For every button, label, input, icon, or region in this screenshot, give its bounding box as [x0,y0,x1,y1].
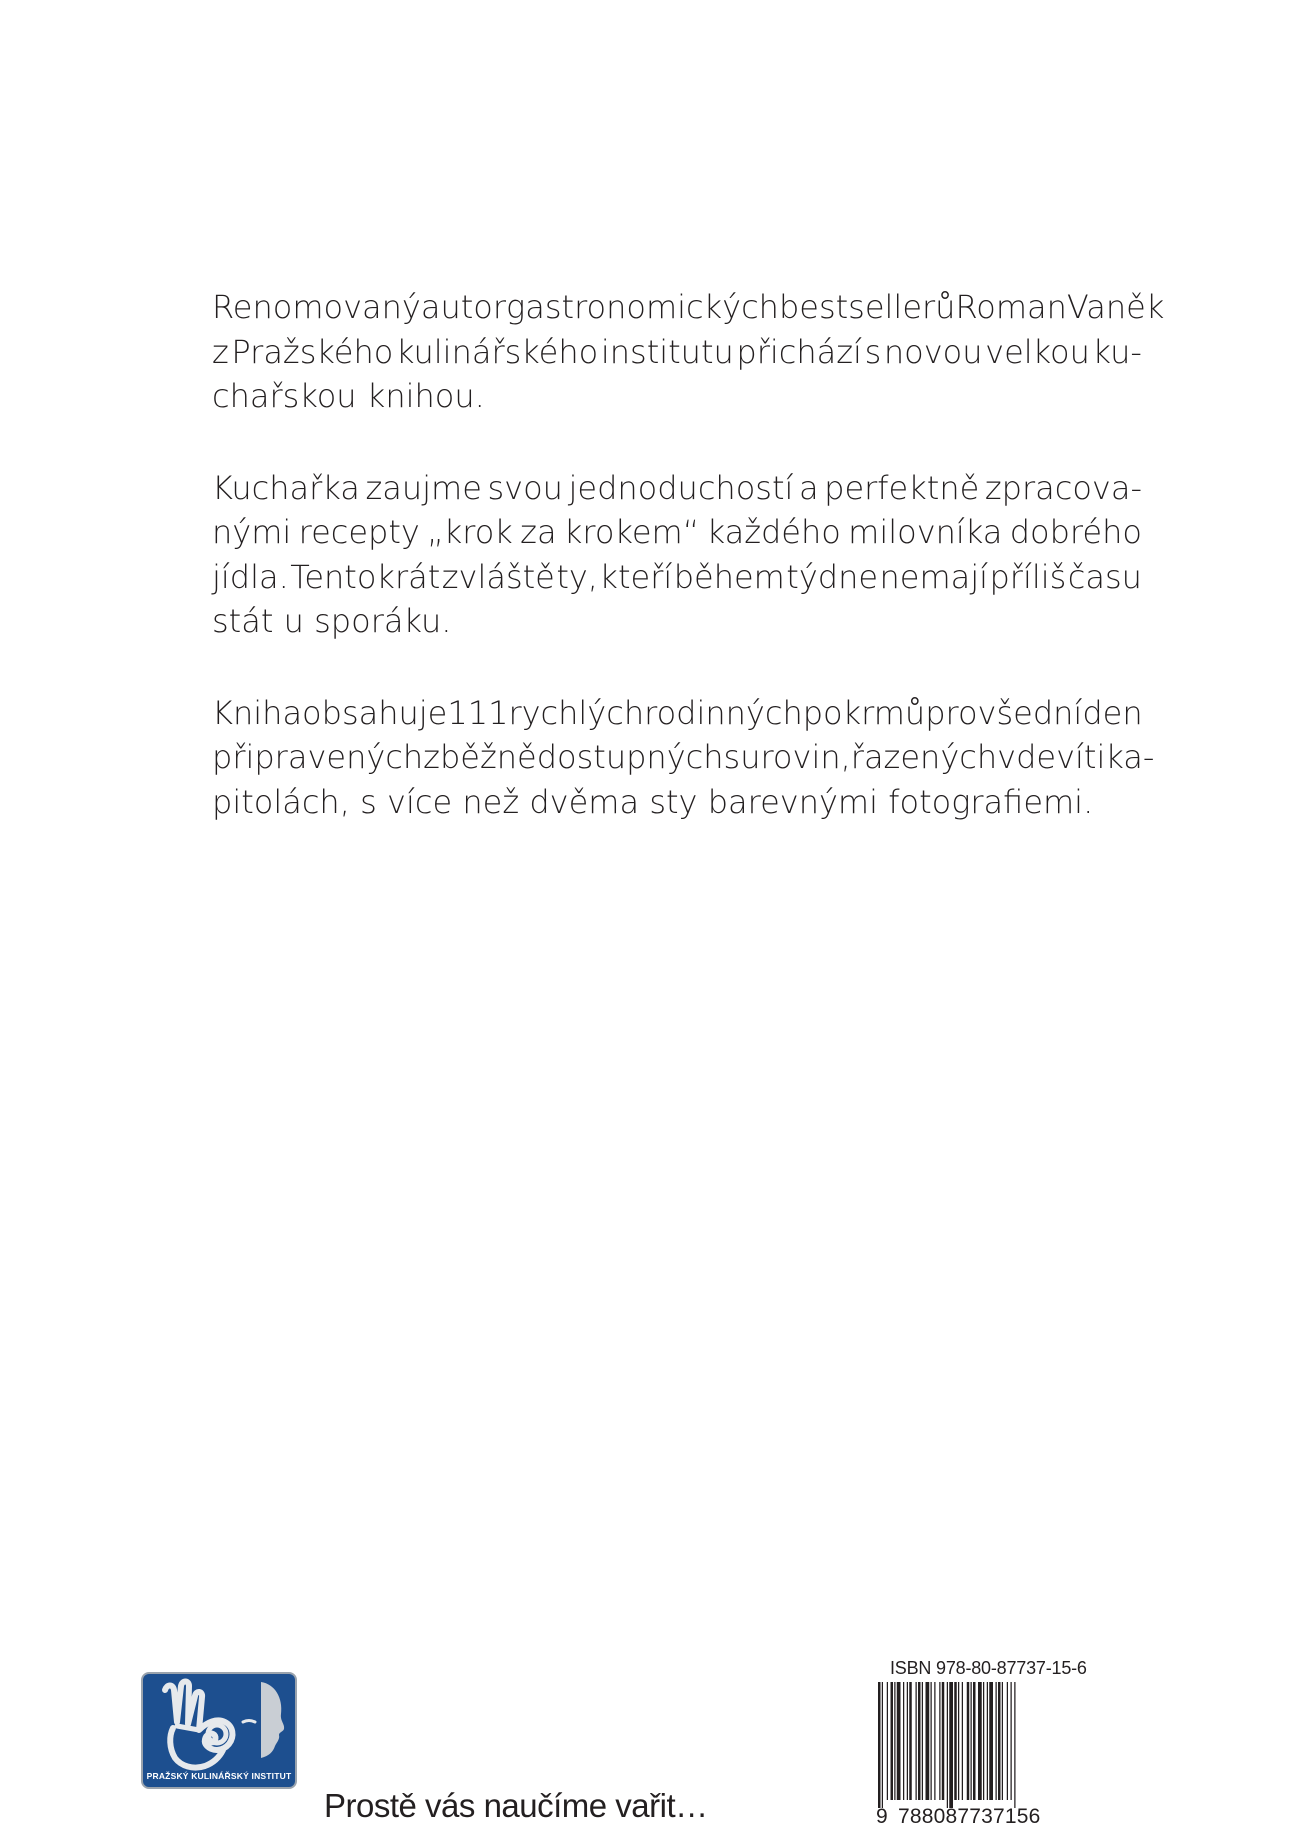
barcode-bar [962,1682,963,1800]
word: sporáku. [314,602,452,640]
word: milovníka [848,513,1003,551]
logo-caption: PRAŽSKÝ KULINÁŘSKÝ INSTITUT [146,1771,292,1781]
word: během [673,557,785,596]
word: Vaněk [1066,288,1165,326]
barcode-bar [947,1682,948,1808]
word: přichází [736,332,862,371]
word: fotografiemi. [888,782,1094,821]
text-line [212,780,1142,825]
word: příliš [989,557,1067,596]
barcode-bar [939,1682,940,1800]
barcode-bar [891,1682,894,1800]
word: 111 [447,693,509,732]
barcode-bar [987,1682,988,1800]
word: zpracova- [984,468,1142,507]
word: Kuchařka [212,468,360,507]
word: chařskou [212,377,357,415]
word: dvěma [529,782,640,821]
barcode-bar [967,1682,970,1800]
barcode-bar [907,1682,908,1800]
barcode-bar [942,1682,945,1800]
text-line [212,466,1142,511]
word: více [387,782,453,821]
barcode-bar [973,1682,976,1800]
text-line [212,691,1142,736]
word: zaujme [365,468,482,507]
isbn-barcode [876,1682,1052,1810]
word: jednoduchostí [568,468,794,507]
barcode-bar [909,1682,912,1800]
word: připravených [212,738,424,776]
institute-logo [141,1672,297,1789]
barcode-bar [916,1682,917,1800]
word: u [283,602,304,640]
text-line [212,599,1142,644]
word: Pražského [231,332,394,371]
barcode-bar [971,1682,972,1800]
barcode-bar [998,1682,1001,1800]
barcode-bar [989,1682,993,1800]
barcode-bar [894,1682,895,1800]
word: v [997,738,1017,776]
barcode-bar [922,1682,923,1800]
word: autor [420,288,507,326]
barcode-bar [958,1682,959,1800]
barcode-bar [931,1682,932,1800]
word: bestsellerů [778,288,956,326]
barcode-bar [903,1682,904,1800]
word: Renomovaný [212,288,421,326]
word: institutu [600,332,734,371]
word: barevnými [707,782,878,821]
word: perfektně [824,468,980,507]
barcode-bar [949,1682,953,1808]
word: kteří [599,557,673,596]
isbn-label: ISBN 978-80-87737-15-6 [890,1658,1087,1678]
barcode-bar [897,1682,901,1800]
word: všední [977,693,1083,732]
word: každého [706,513,841,551]
text-line [212,555,1142,600]
barcode-bar [926,1682,930,1800]
word: surovin, [723,738,851,776]
word: knihou. [366,377,485,415]
word: sty [649,782,698,821]
word: Kniha [212,693,303,732]
word: za [520,513,557,551]
back-cover-text [212,285,1165,871]
word: svou [487,468,563,507]
barcode-bar [1011,1682,1012,1800]
word: stát [212,602,274,640]
word: devíti [1016,738,1106,776]
word: běžně [439,738,537,776]
text-line [212,735,1155,780]
word: velkou [985,332,1090,371]
barcode-bar [1007,1682,1008,1800]
word: obsahuje [302,693,448,732]
word: ka- [1105,738,1155,776]
barcode-bar [1002,1682,1003,1800]
barcode-bar [996,1682,997,1800]
word: ty, [556,557,598,596]
word: nemají [879,557,989,596]
word: než [462,782,520,821]
word: rodinných [644,693,803,732]
word: pokrmů [802,693,926,732]
barcode-digit-groups: 788087737156 [898,1805,1041,1828]
barcode-bar [882,1682,883,1808]
text-line [212,510,1142,555]
word: dobrého [1009,513,1142,551]
word: den [1082,693,1143,732]
word: kulinářského [395,332,599,371]
word: Tentokrát [290,557,441,596]
paragraph-cookbook [212,466,1142,644]
word: „krok [427,513,513,551]
barcode-bar [978,1682,982,1800]
text-line [212,330,1142,375]
word: nými [212,513,292,551]
barcode-bar [878,1682,881,1808]
word: s [864,332,882,371]
paragraph-contents [212,691,1155,825]
word: jídla. [212,557,289,596]
text-line [212,374,1142,419]
barcode-icon [876,1682,1052,1810]
word: recepty [298,513,420,551]
word: s [360,782,377,821]
barcode-bar [934,1682,935,1800]
word: krokem“ [563,513,700,551]
barcode-first-digit: 9 [876,1805,888,1828]
word: z [423,738,440,776]
paragraph-intro [212,285,1165,419]
word: z [212,332,229,371]
word: novou [883,332,983,371]
text-line [212,285,1165,330]
word: dostupných [536,738,724,776]
word: a [798,468,819,507]
barcode-bar [1014,1682,1015,1808]
word: gastronomických [506,288,779,326]
slogan: Prostě vás naučíme vařit… [324,1787,708,1824]
word: řazených [850,738,998,776]
word: Roman [955,288,1067,326]
word: ku- [1092,332,1142,371]
barcode-bar [918,1682,921,1800]
word: pro [925,693,978,732]
barcode-bar [954,1682,957,1800]
word: pitolách, [212,782,350,821]
word: týdne [786,557,879,596]
word: času [1067,557,1142,596]
word: zvláště [441,557,555,596]
word: rychlých [508,693,645,732]
barcode-bar [887,1682,888,1800]
barcode-bar [983,1682,984,1800]
